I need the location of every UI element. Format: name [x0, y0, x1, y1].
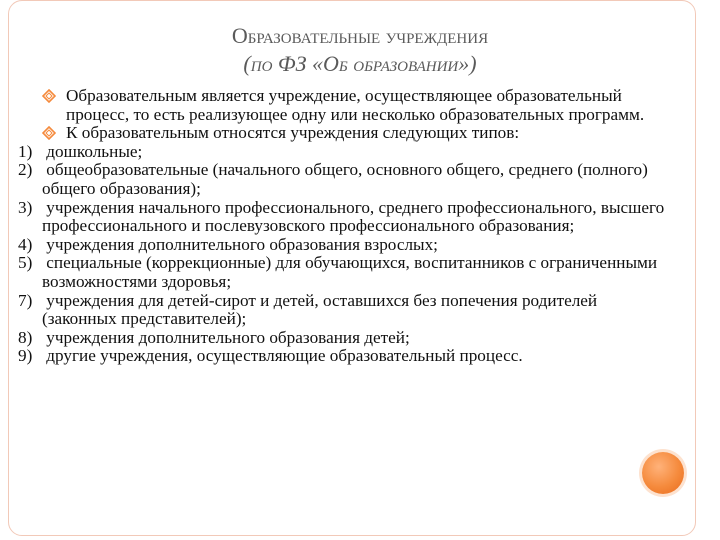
bullet-text: К образовательным относятся учреждения следующих типов: [66, 123, 520, 143]
slide-content [18, 86, 672, 366]
list-item [18, 254, 672, 291]
list-number: 9) [18, 346, 33, 366]
list-item [18, 292, 672, 329]
list-text: другие учреждения, осуществляющие образовательный процесс. [46, 346, 523, 366]
list-item [18, 161, 672, 198]
bullet-diamond-icon [42, 126, 56, 140]
list-number: 3) [18, 197, 33, 217]
list-text: специальные (коррекционные) для обучающихся, воспитанников с ограниченными возможностями здоровья; [42, 253, 658, 291]
slide-title [0, 22, 720, 78]
list-text: дошкольные; [46, 141, 143, 161]
list-number: 1) [18, 141, 33, 161]
list-text: общеобразовательные (начального общего, основного общего, среднего (полного) общего образования); [42, 160, 648, 198]
list-number: 2) [18, 160, 33, 180]
title-line-2: (по ФЗ «Об образовании») [243, 51, 477, 76]
list-number: 5) [18, 253, 33, 273]
list-number: 7) [18, 290, 33, 310]
list-text: учреждения для детей-сирот и детей, оставшихся без попечения родителей (законных представителей); [42, 290, 598, 329]
list-item [18, 199, 672, 236]
bullet-item [42, 87, 672, 124]
list-item [18, 329, 672, 348]
list-number: 4) [18, 234, 33, 254]
list-text: учреждения дополнительного образования взрослых; [46, 234, 438, 254]
list-item [18, 143, 672, 162]
list-text: учреждения начального профессионального, среднего профессионального, высшего профессионального и послевузовского профессионального образования; [42, 197, 665, 236]
list-item [18, 236, 672, 255]
list-number: 8) [18, 327, 33, 347]
list-text: учреждения дополнительного образования детей; [46, 327, 410, 347]
list-item [18, 347, 672, 366]
title-line-1: Образовательные учреждения [231, 23, 489, 48]
bullet-text: Образовательным является учреждение, осуществляющее образовательный процесс, то есть реализующее одну или несколько образовательных программ. [66, 86, 645, 124]
bullet-item [42, 124, 672, 143]
bullet-diamond-icon [42, 89, 56, 103]
orange-circle-icon [642, 452, 684, 494]
